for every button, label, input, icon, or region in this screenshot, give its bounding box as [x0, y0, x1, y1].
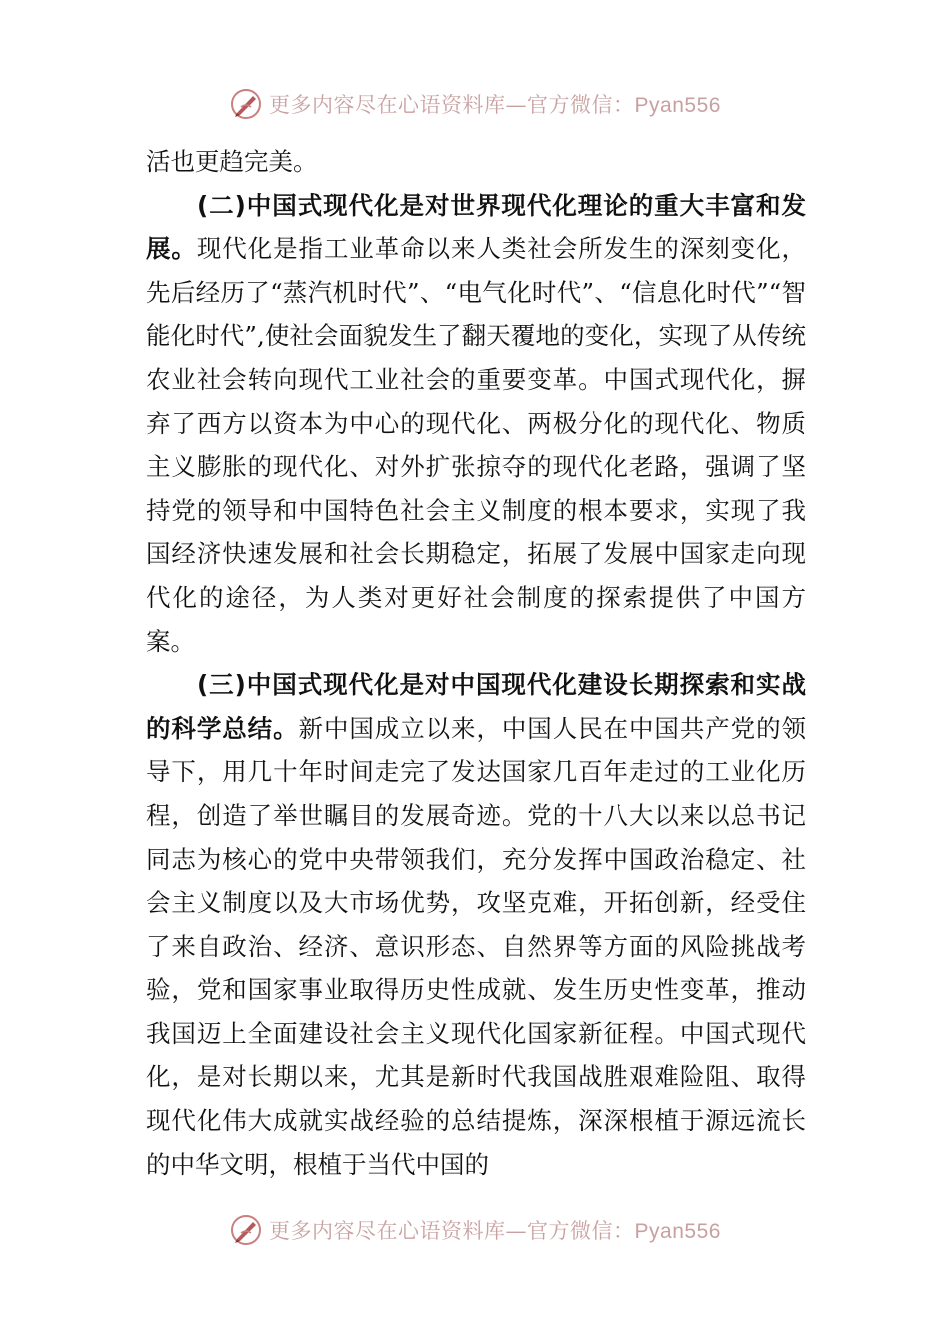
section-body: 新中国成立以来，中国人民在中国共产党的领导下，用几十年时间走完了发达国家几百年走过的工业化历程，创造了举世瞩目的发展奇迹。党的十八大以来以总书记同志为核心的党中央带领我们，充分发挥中国政治稳定、社会主义制度以及大市场优势，攻坚克难，开拓创新，经受住了来自政治、经济、意识形态、自然界等方面的风险挑战考验，党和国家事业取得历史性成就、发生历史性变革，推动我国迈上全面建设社会主义现代化国家新征程。中国式现代化，是对长期以来，尤其是新时代我国战胜艰难险阻、取得现代化伟大成就实战经验的总结提炼，深深根植于源远流长的中华文明，根植于当代中国的: [146, 713, 807, 1179]
paragraph-continuation: 活也更趋完美。: [146, 147, 318, 176]
paragraph-section-3: [146, 663, 806, 1186]
section-heading: (三)中国式现代化是对中国现代化建设长期探索和实战的科学总结。: [146, 670, 806, 743]
header-watermark: [0, 84, 950, 124]
pen-logo-icon: [229, 1213, 263, 1247]
section-heading: (二)中国式现代化是对世界现代化理论的重大丰富和发展。: [146, 190, 806, 264]
watermark-text: 更多内容尽在心语资料库—官方微信：Pyan556: [269, 1219, 721, 1243]
pen-logo-icon: [229, 87, 263, 121]
section-body: 现代化是指工业革命以来人类社会所发生的深刻变化，先后经历了“蒸汽机时代”、“电气化时代”、“信息化时代”“智能化时代”,使社会面貌发生了翻天覆地的变化，实现了从传统农业社会转向现代工业社会的重要变革。中国式现代化，摒弃了西方以资本为中心的现代化、两极分化的现代化、物质主义膨胀的现代化、对外扩张掠夺的现代化老路，强调了坚持党的领导和中国特色社会主义制度的根本要求，实现了我国经济快速发展和社会长期稳定，拓展了发展中国家走向现代化的途径，为人类对更好社会制度的探索提供了中国方案。: [146, 234, 807, 656]
watermark-text: 更多内容尽在心语资料库—官方微信：Pyan556: [269, 93, 721, 117]
paragraph-section-2: [146, 184, 806, 664]
footer-watermark: [0, 1210, 950, 1250]
document-body: [146, 140, 806, 1186]
